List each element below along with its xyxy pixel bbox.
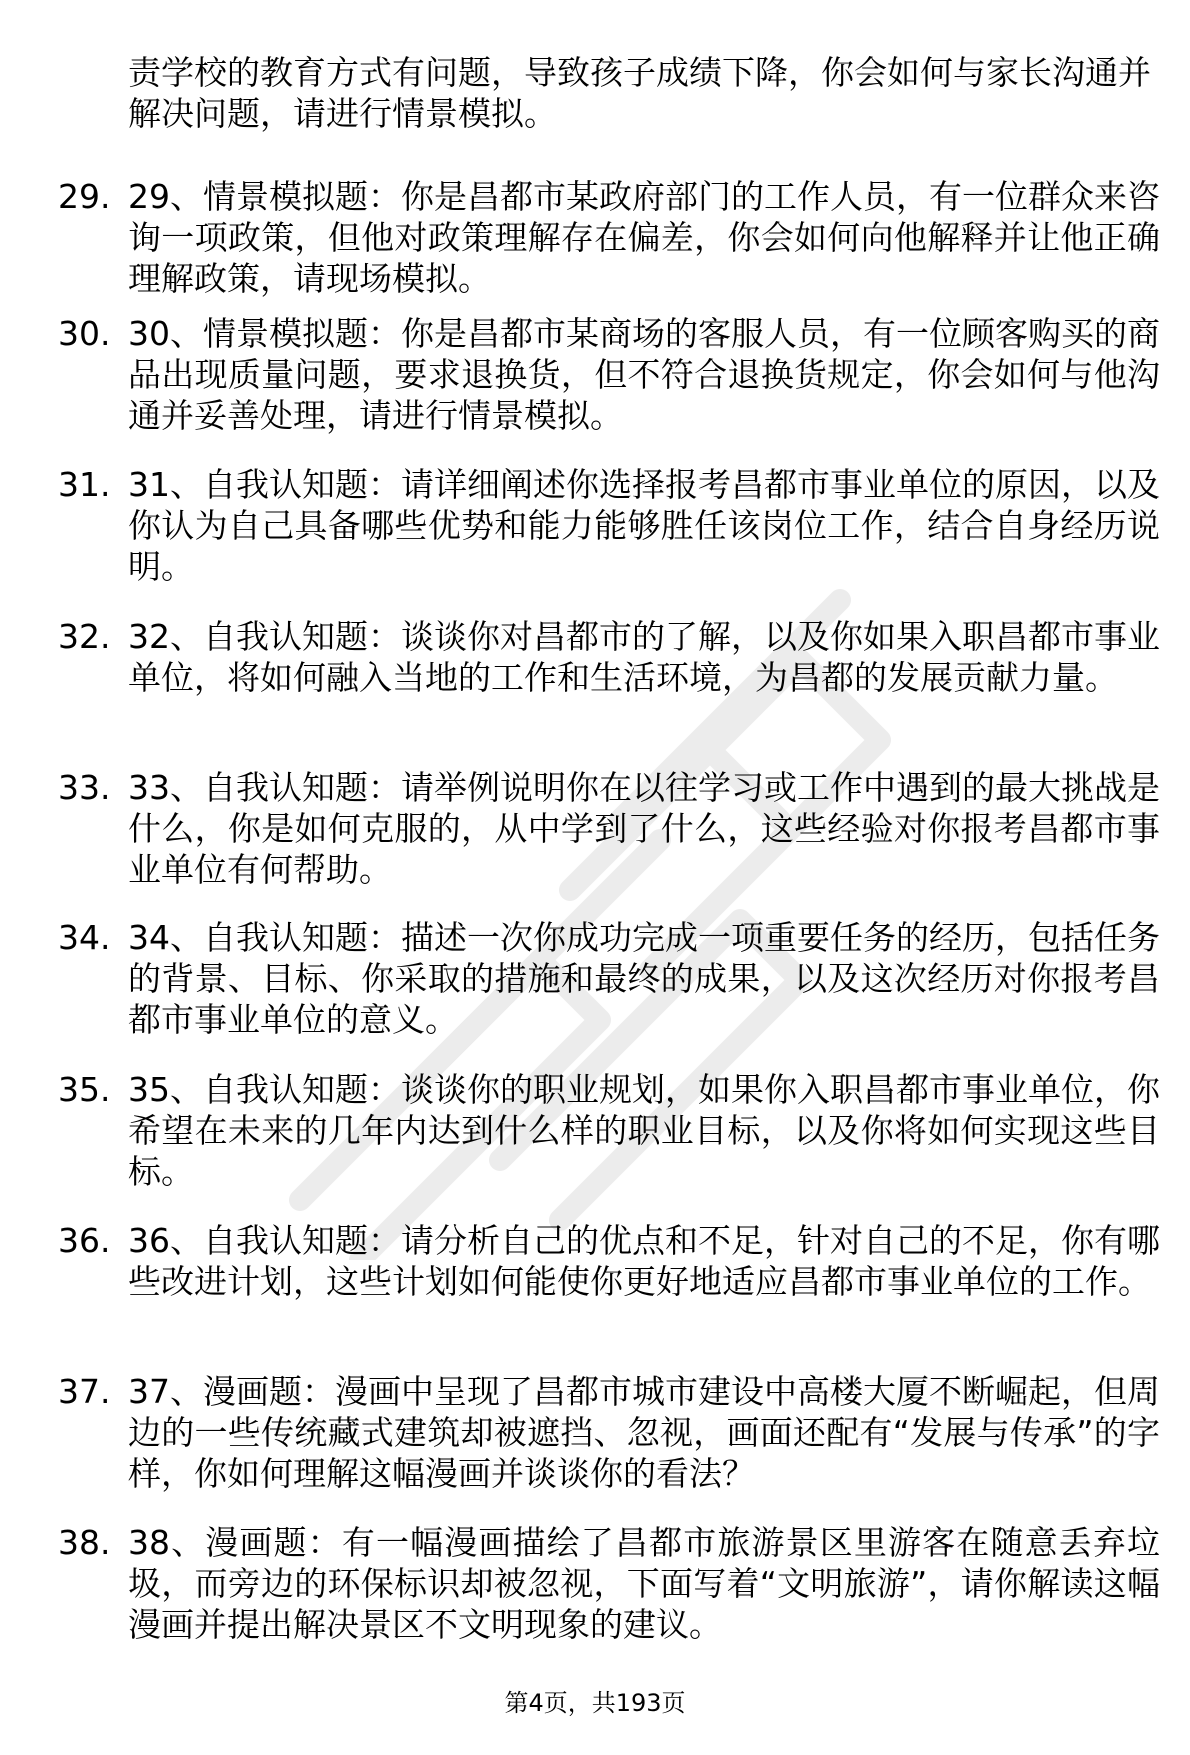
item-number: 34.: [58, 918, 111, 957]
item-text: 29、情景模拟题：你是昌都市某政府部门的工作人员，有一位群众来咨询一项政策，但他对政策理解存在偏差，你会如何向他解释并让他正确理解政策，请现场模拟。: [128, 177, 1160, 298]
item-text: 36、自我认知题：请分析自己的优点和不足，针对自己的不足，你有哪些改进计划，这些计划如何能使你更好地适应昌都市事业单位的工作。: [128, 1221, 1160, 1301]
item-text: 38、漫画题：有一幅漫画描绘了昌都市旅游景区里游客在随意丢弃垃圾，而旁边的环保标识却被忽视，下面写着“文明旅游”，请你解读这幅漫画并提出解决景区不文明现象的建议。: [128, 1523, 1160, 1644]
item-text: 30、情景模拟题：你是昌都市某商场的客服人员，有一位顾客购买的商品出现质量问题，要求退换货，但不符合退换货规定，你会如何与他沟通并妥善处理，请进行情景模拟。: [128, 314, 1160, 435]
item-text: 33、自我认知题：请举例说明你在以往学习或工作中遇到的最大挑战是什么，你是如何克服的，从中学到了什么，这些经验对你报考昌都市事业单位有何帮助。: [128, 768, 1160, 889]
item-number: 37.: [58, 1372, 111, 1411]
continuation-paragraph: 责学校的教育方式有问题，导致孩子成绩下降，你会如何与家长沟通并解决问题，请进行情景模拟。: [128, 53, 1151, 133]
item-number: 36.: [58, 1221, 111, 1260]
page-footer: 第4页，共193页: [504, 1689, 686, 1717]
item-text: 37、漫画题：漫画中呈现了昌都市城市建设中高楼大厦不断崛起，但周边的一些传统藏式建筑却被遮挡、忽视，画面还配有“发展与传承”的字样，你如何理解这幅漫画并谈谈你的看法？: [128, 1372, 1160, 1493]
item-number: 30.: [58, 314, 111, 353]
item-number: 35.: [58, 1070, 111, 1109]
item-text: 35、自我认知题：谈谈你的职业规划，如果你入职昌都市事业单位，你希望在未来的几年内达到什么样的职业目标，以及你将如何实现这些目标。: [128, 1070, 1160, 1191]
item-number: 38.: [58, 1523, 111, 1562]
item-text: 31、自我认知题：请详细阐述你选择报考昌都市事业单位的原因，以及你认为自己具备哪些优势和能力能够胜任该岗位工作，结合自身经历说明。: [128, 465, 1160, 586]
item-number: 33.: [58, 768, 111, 807]
item-text: 32、自我认知题：谈谈你对昌都市的了解，以及你如果入职昌都市事业单位，将如何融入当地的工作和生活环境，为昌都的发展贡献力量。: [128, 617, 1160, 697]
item-text: 34、自我认知题：描述一次你成功完成一项重要任务的经历，包括任务的背景、目标、你采取的措施和最终的成果，以及这次经历对你报考昌都市事业单位的意义。: [128, 918, 1160, 1039]
item-number: 32.: [58, 617, 111, 656]
item-number: 31.: [58, 465, 111, 504]
item-number: 29.: [58, 177, 111, 216]
